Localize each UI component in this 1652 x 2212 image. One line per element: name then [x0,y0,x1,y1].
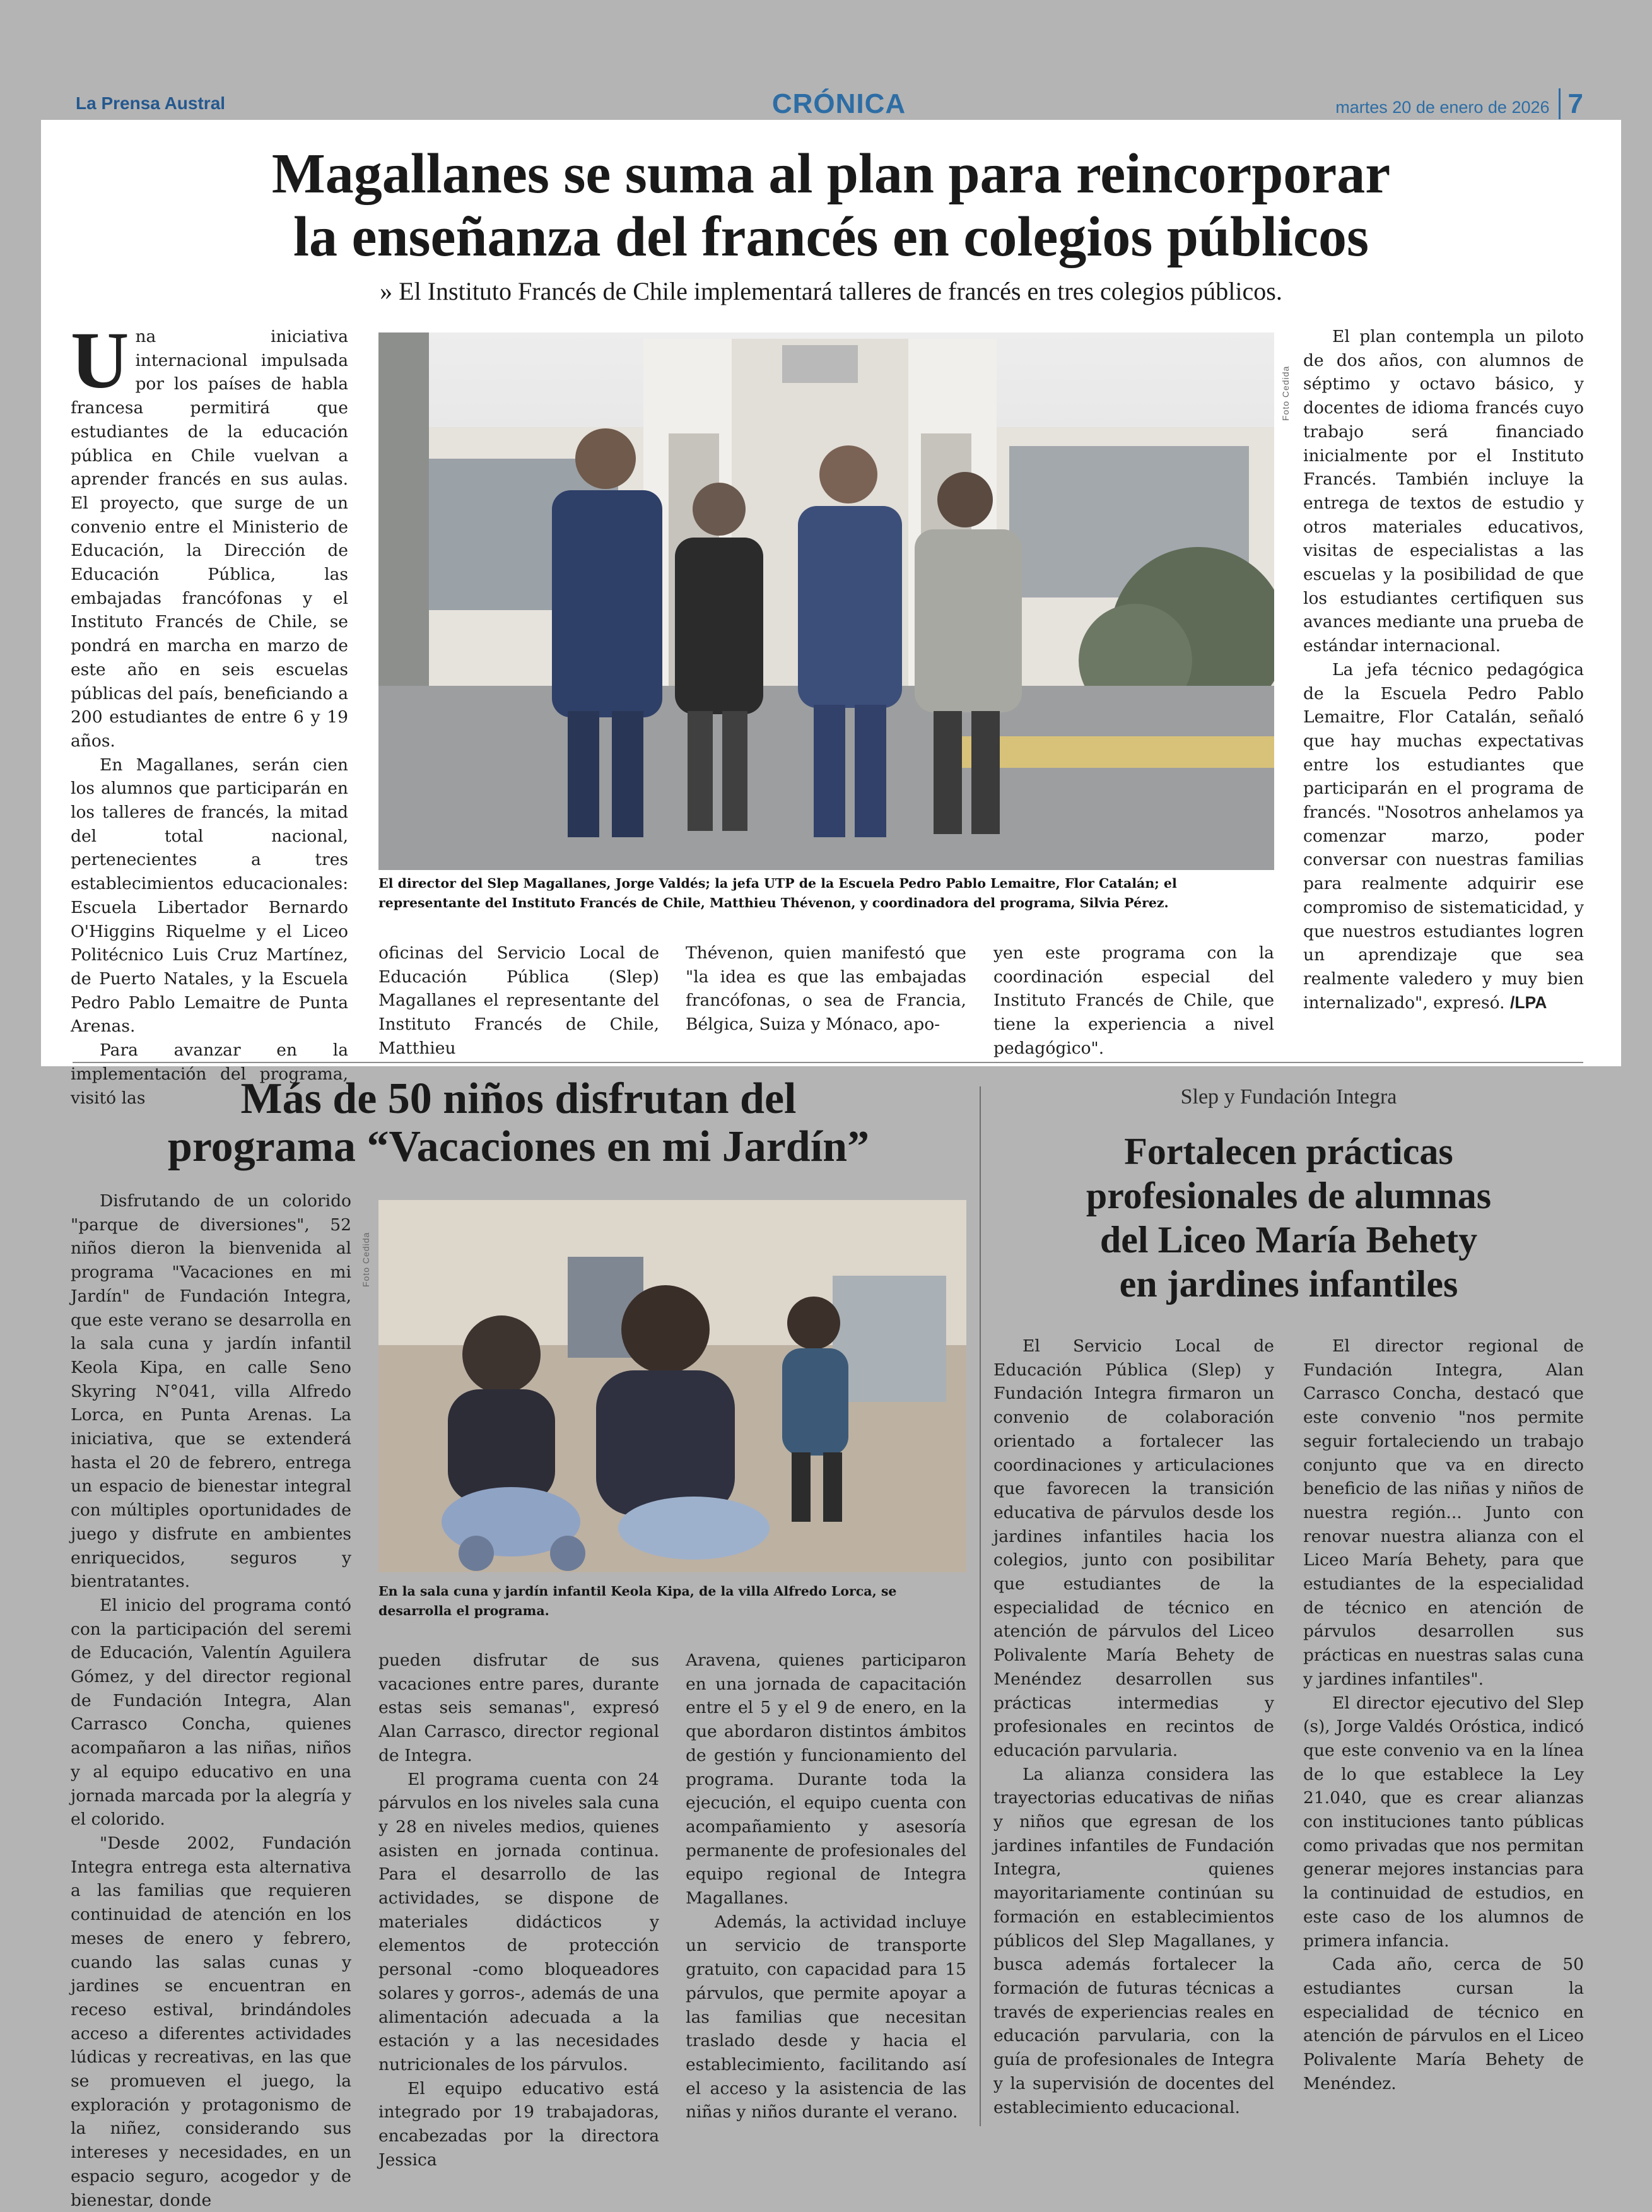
paper-name: La Prensa Austral [76,93,226,113]
article3-headline-line4: en jardines infantiles [1119,1263,1458,1305]
article3-headline [993,1129,1584,1306]
article1-paragraph-2: En Magallanes, serán cien los alumnos que participarán en los talleres de francés, la mitad del total nacional, pertenecientes a tres establecimientos educacionales: Escuela Libertador Bernardo O'Higgins Riquelme y el Liceo Politécnico Luis Cruz Martínez, de Puerto Natales, y la Escuela Pedro Pablo Lemaitre de Punta Arenas. [71,755,348,1037]
main-headline [41,143,1621,269]
article2-col2-paragraph-2: El programa cuenta con 24 párvulos en los niveles sala cuna y 28 en niveles medios, quienes asisten en jornada continua. Para el desarrollo de las actividades, se dispone de materiales didácticos y elementos de protección personal -como bloqueadores solares y gorros-, además de una alimentación adecuada a la estación y a las necesidades nutricionales de los párvulos. [378,1769,659,2074]
article1-paragraph-5a: El plan contempla un piloto de dos años, con alumnos de séptimo y octavo básico, y docentes de idioma francés cuyo trabajo será financiado inicialmente por el Instituto Francés. También incluye la entrega de textos de estudio y otros materiales educativos, visitas de especialistas a las escuelas y la posibilidad de que los estudiantes certifiquen sus avances mediante una prueba de estándar internacional. [1303,327,1584,656]
article3-paragraph-1: El Servicio Local de Educación Pública (Slep) y Fundación Integra firmaron un convenio de colaboración orientado a fortalecer las coordinaciones y articulaciones que favorecen la transición educativa de párvulos desde los jardines infantiles hacia los colegios, junto con posibilitar que estudiantes de la especialidad de técnico en atención de párvulos del Liceo Polivalente María Behety de Menéndez desarrollen sus prácticas intermedias y profesionales en recintos de educación parvularia. [993,1336,1274,1760]
article3-column-2 [1303,1334,1584,2096]
article1-paragraph-3: Para avanzar en la implementación del programa, visitó las [71,1040,348,1108]
article2-photo-credit: Foto Cedida [361,1232,371,1287]
dropcap: U [71,315,129,405]
group-photo-image [378,332,1274,870]
article2-headline [71,1075,966,1171]
article3-paragraph-5: Cada año, cerca de 50 estudiantes cursan la especialidad de técnico en atención de párvulos en el Liceo Polivalente María Behety de Menéndez. [1303,1955,1584,2093]
issue-date: martes 20 de enero de 2026 [1335,98,1550,117]
article2-photo-caption: En la sala cuna y jardín infantil Keola Kipa, de la villa Alfredo Lorca, se desarrolla el programa. [378,1584,897,1618]
article1-photo [378,332,1274,870]
article2-col3-paragraph-2: Además, la actividad incluye un servicio de transporte gratuito, con capacidad para 15 párvulos, que permite apoyar a las familias que necesitan traslado desde y hacia el establecimiento, facilitando así el acceso y la asistencia de las niñas y niños durante el verano. [686,1912,966,2122]
dateline [1335,88,1583,120]
article3-headline-line1: Fortalecen prácticas [1124,1131,1453,1172]
article2-photo [378,1200,966,1572]
article2-col3-paragraph-1: Aravena, quienes participaron en una jornada de capacitación entre el 5 y el 9 de enero, en la que abordaron distintos ámbitos de gestión y funcionamiento del programa. Durante toda la ejecución, el equipo cuenta con acompañamiento y asesoría permanente de profesionales del equipo regional de Integra Magallanes. [686,1650,966,1909]
page-number: 7 [1559,88,1583,119]
article3-headline-line3: del Liceo María Behety [1099,1219,1478,1261]
masthead [76,88,1583,122]
article2-paragraph-1: Disfrutando de un colorido "parque de diversiones", 52 niños dieron la bienvenida al programa "Vacaciones en mi Jardín" de Fundación Integra, que este verano se desarrolla en la sala cuna y jardín infantil Keola Kipa, en calle Seno Skyring N°041, villa Alfredo Lorca, en Punta Arenas. La iniciativa, que se extenderá hasta el 20 de febrero, entrega un espacio de bienestar integral con múltiples oportunidades de juego y disfrute en ambientes enriquecidos, seguros y bientratantes. [71,1191,351,1592]
article1-paragraph-5b: La jefa técnico pedagógica de la Escuela Pedro Pablo Lemaitre, Flor Catalán, señaló que hay muchas expectativas entre los estudiantes que participarán en el programa de francés. "Nosotros anhelamos ya comenzar marzo, poder conversar con nuestras familias para realmente adquirir ese compromiso de sistematicidad, y que nuestros estudiantes logren un aprendizaje que sea realmente valedero y muy bien internalizado", expresó. [1303,659,1584,1013]
article1-column-3 [686,941,966,1037]
article1-col2-text: oficinas del Servicio Local de Educación Pública (Slep) Magallanes el representante del Instituto Francés de Chile, Matthieu [378,943,659,1058]
column-divider [980,1086,981,2126]
section-divider [73,1062,1583,1063]
article2-col2-paragraph-3: El equipo educativo está integrado por 19 trabajadoras, encabezadas por la directora Jessica [378,2078,659,2170]
article2-paragraph-3: "Desde 2002, Fundación Integra entrega esta alternativa a las familias que requieren continuidad de atención en los meses de enero y febrero, cuando las salas cunas y jardines se encuentran en receso estival, brindándoles acceso a diferentes actividades lúdicas y recreativas, en las que se promueven el juego, la exploración y protagonismo de la niñez, considerando sus intereses y necesidades, en un espacio seguro, acogedor y de bienestar, donde [71,1833,351,2210]
kids-photo-image [378,1200,966,1572]
article1-column-2 [378,941,659,1061]
main-headline-line1: Magallanes se suma al plan para reincorporar [271,143,1391,205]
article1-column-5 [1303,325,1584,1015]
section-title: CRÓNICA [771,88,906,119]
article2-column-2 [378,1649,659,2172]
article2-column-3 [686,1649,966,2124]
article2-column-1 [71,1189,351,2212]
article1-col3-text: Thévenon, quien manifestó que "la idea es que las embajadas francófonas, o sea de Francia, Bélgica, Suiza y Mónaco, apo- [686,943,966,1035]
article3-kicker: Slep y Fundación Integra [1180,1085,1397,1109]
article1-signature: /LPA [1509,992,1547,1012]
main-subhead: » El Instituto Francés de Chile implementará talleres de francés en tres colegios públicos. [380,277,1282,305]
article1-photo-credit: Foto Cedida [1280,365,1291,421]
article2-headline-line2: programa “Vacaciones en mi Jardín” [167,1122,870,1171]
article1-col4-text: yen este programa con la coordinación especial del Instituto Francés de Chile, que tiene la experiencia a nivel pedagógico". [993,943,1274,1058]
article1-column-4 [993,941,1274,1061]
article1-column-1 [71,315,348,1110]
article3-paragraph-3: El director regional de Fundación Integra, Alan Carrasco Concha, destacó que este convenio "nos permite seguir fortaleciendo un trabajo conjunto que va en directo beneficio de las niñas y niños de nuestra región... Junto con renovar nuestra alianza con el Liceo María Behety, para que estudiantes de la especialidad de técnico en atención de párvulos desarrollen sus prácticas en nuestras salas cuna y jardines infantiles". [1303,1336,1584,1689]
article3-column-1 [993,1334,1274,2119]
article3-headline-line2: profesionales de alumnas [1086,1175,1492,1216]
article2-paragraph-2: El inicio del programa contó con la participación del seremi de Educación, Valentín Aguilera Gómez, y del director regional de Fundación Integra, Alan Carrasco Concha, quienes acompañaron a las niñas, niños y al equipo educativo en una jornada marcada por la alegría y el colorido. [71,1595,351,1830]
article1-paragraph-1: na iniciativa internacional impulsada por los países de habla francesa permitirá que estudiantes de la educación pública en Chile vuelvan a aprender francés en sus aulas. El proyecto, que surge de un convenio entre el Ministerio de Educación, la Dirección de Educación Pública, las embajadas francófonas y el Instituto Francés de Chile, se pondrá en marcha en marzo de este año en seis escuelas públicas del país, beneficiando a 200 estudiantes de entre 6 y 19 años. [71,327,348,751]
article2-col2-paragraph-1: pueden disfrutar de sus vacaciones entre pares, durante estas seis semanas", expresó Alan Carrasco, director regional de Integra. [378,1650,659,1765]
main-headline-line2: la enseñanza del francés en colegios públicos [293,206,1369,268]
article1-photo-caption: El director del Slep Magallanes, Jorge Valdés; la jefa UTP de la Escuela Pedro Pablo Lemaitre, Flor Catalán; el representante del Instituto Francés de Chile, Matthieu Thévenon, y coordinadora del programa, Silvia Pérez. [378,876,1177,910]
article3-paragraph-2: La alianza considera las trayectorias educativas de niñas y niños que egresan de los jardines infantiles de Fundación Integra, quienes mayoritariamente continúan su formación en establecimientos públicos del Slep Magallanes, y busca además fortalecer la formación de futuras técnicas a través de experiencias reales en educación parvularia, con la guía de profesionales de Integra y la supervisión de docentes del establecimiento educacional. [993,1764,1274,2117]
article3-paragraph-4: El director ejecutivo del Slep (s), Jorge Valdés Oróstica, indicó que este convenio va en la línea de lo que establece la Ley 21.040, que es crear alianzas con instituciones tanto públicas como privadas que nos permitan generar mejores instancias para la continuidad de estudios, en este caso de los alumnos de primera infancia. [1303,1693,1584,1951]
article2-headline-line1: Más de 50 niños disfrutan del [240,1074,797,1123]
